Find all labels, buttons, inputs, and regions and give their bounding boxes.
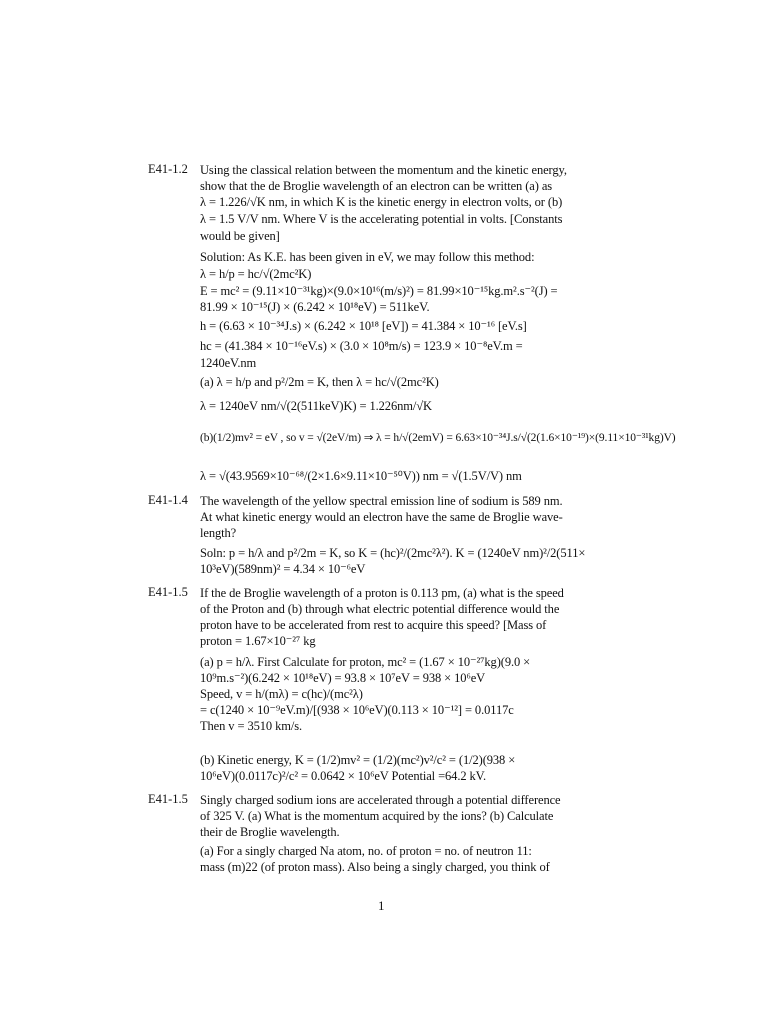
problem-id: E41-1.2 [148,162,188,176]
equation-line: hc = (41.384 × 10⁻¹⁶eV.s) × (3.0 × 10⁸m/s) = 123.9 × 10⁻⁸eV.m = [200,339,523,353]
problem-id: E41-1.5 [148,585,188,599]
equation-line: 81.99 × 10⁻¹⁵(J) × (6.242 × 10¹⁸eV) = 511keV. [200,300,430,314]
text-line: proton = 1.67×10⁻²⁷ kg [200,634,316,648]
equation-line: 10³eV)(589nm)² = 4.34 × 10⁻⁶eV [200,562,366,576]
text-line: Using the classical relation between the momentum and the kinetic energy, [200,163,567,177]
equation-line: (a) p = h/λ. First Calculate for proton, mc² = (1.67 × 10⁻²⁷kg)(9.0 × [200,655,531,669]
text-line: At what kinetic energy would an electron have the same de Broglie wave- [200,510,563,524]
text-line: would be given] [200,229,280,243]
page-number: 1 [378,898,385,913]
equation-line: (a) λ = h/p and p²/2m = K, then λ = hc/√(2mc²K) [200,375,439,389]
equation-line: h = (6.63 × 10⁻³⁴J.s) × (6.242 × 10¹⁸ [eV]) = 41.384 × 10⁻¹⁶ [eV.s] [200,319,527,333]
text-line: show that the de Broglie wavelength of an electron can be written (a) as [200,179,553,193]
equation-line: E = mc² = (9.11×10⁻³¹kg)×(9.0×10¹⁶(m/s)²) = 81.99×10⁻¹⁵kg.m².s⁻²(J) = [200,284,558,298]
equation-line: λ = √(43.9569×10⁻⁶⁸/(2×1.6×9.11×10⁻⁵⁰V)) nm = √(1.5V/V) nm [200,469,522,483]
text-line: (a) For a singly charged Na atom, no. of proton = no. of neutron 11: [200,844,532,858]
text-line: λ = 1.5 V/V nm. Where V is the accelerating potential in volts. [Constants [200,212,563,226]
equation-line: λ = h/p = hc/√(2mc²K) [200,267,312,281]
equation-line: (b) Kinetic energy, K = (1/2)mv² = (1/2)(mc²)v²/c² = (1/2)(938 × [200,753,516,767]
text-line: Then v = 3510 km/s. [200,719,303,733]
problem-id: E41-1.5 [148,792,188,806]
text-line: If the de Broglie wavelength of a proton is 0.113 pm, (a) what is the speed [200,586,564,600]
equation-line: (b)(1/2)mv² = eV , so v = √(2eV/m) ⇒ λ = h/√(2emV) = 6.63×10⁻³⁴J.s/√(2(1.6×10⁻¹⁹)×(9.11×10⁻³¹kg)V) [200,432,676,444]
text-line: of 325 V. (a) What is the momentum acquired by the ions? (b) Calculate [200,809,554,823]
text-line: The wavelength of the yellow spectral emission line of sodium is 589 nm. [200,494,563,508]
text-line: length? [200,526,237,540]
equation-line: 10⁹m.s⁻²)(6.242 × 10¹⁸eV) = 93.8 × 10⁷eV = 938 × 10⁶eV [200,671,486,685]
equation-line: 10⁶eV)(0.0117c)²/c² = 0.0642 × 10⁶eV Potential =64.2 kV. [200,769,487,783]
text-line: Solution: As K.E. has been given in eV, we may follow this method: [200,250,535,264]
text-line: mass (m)22 (of proton mass). Also being a singly charged, you think of [200,860,550,874]
equation-line: λ = 1240eV nm/√(2(511keV)K) = 1.226nm/√K [200,399,432,413]
text-line: their de Broglie wavelength. [200,825,340,839]
text-line: proton have to be accelerated from rest to acquire this speed? [Mass of [200,618,547,632]
problem-id: E41-1.4 [148,493,188,507]
equation-line: Speed, v = h/(mλ) = c(hc)/(mc²λ) [200,687,363,701]
equation-line: = c(1240 × 10⁻⁹eV.m)/[(938 × 10⁶eV)(0.113 × 10⁻¹²] = 0.0117c [200,703,514,717]
text-line: λ = 1.226/√K nm, in which K is the kinetic energy in electron volts, or (b) [200,195,563,209]
equation-line: Soln: p = h/λ and p²/2m = K, so K = (hc)²/(2mc²λ²). K = (1240eV nm)²/2(511× [200,546,586,560]
text-line: Singly charged sodium ions are accelerated through a potential difference [200,793,561,807]
text-line: of the Proton and (b) through what electric potential difference would the [200,602,560,616]
equation-line: 1240eV.nm [200,356,257,370]
